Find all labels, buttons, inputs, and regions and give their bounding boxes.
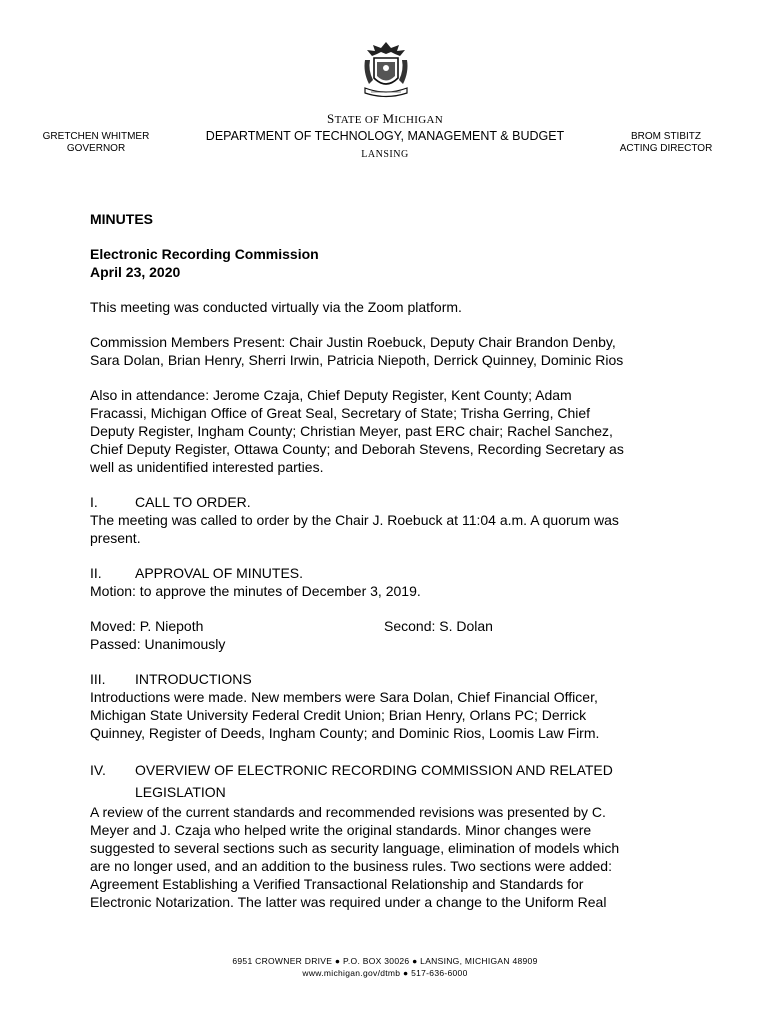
- section-overview: [90, 759, 690, 911]
- meeting-intro: This meeting was conducted virtually via the Zoom platform.: [90, 299, 462, 315]
- section-line: Meyer and J. Czaja who helped write the original standards. Minor changes were: [90, 822, 592, 838]
- governor-name: GRETCHEN WHITMER: [42, 131, 150, 142]
- commission-name: Electronic Recording Commission: [90, 246, 319, 262]
- section-line: A review of the current standards and recommended revisions was presented by C.: [90, 804, 606, 820]
- governor-block: [30, 131, 162, 155]
- footer-contact: www.michigan.gov/dtmb ● 517-636-6000: [302, 968, 468, 978]
- section-line: Michigan State University Federal Credit Union; Brian Henry, Orlans PC; Derrick: [90, 707, 587, 723]
- governor-title: GOVERNOR: [66, 143, 126, 154]
- section-number: I.: [90, 494, 98, 510]
- section-line: suggested to several sections such as security language, elimination of models which: [90, 840, 620, 856]
- attendance-paragraph: [90, 386, 690, 476]
- section-heading: [90, 670, 690, 688]
- attendance-line: well as unidentified interested parties.: [90, 459, 324, 475]
- page-footer: [0, 955, 770, 979]
- section-number: III.: [90, 671, 106, 687]
- footer-address: 6951 CROWNER DRIVE ● P.O. BOX 30026 ● LANSING, MICHIGAN 48909: [232, 956, 538, 966]
- section-line: Agreement Establishing a Verified Transactional Relationship and Standards for: [90, 876, 584, 892]
- section-approval-of-minutes: [90, 564, 690, 653]
- members-paragraph: [90, 333, 690, 369]
- city-name: LANSING: [361, 149, 409, 160]
- director-block: [604, 131, 728, 155]
- moved-by: Moved: P. Niepoth: [90, 618, 204, 634]
- minutes-body: [90, 210, 690, 911]
- motion-line: Motion: to approve the minutes of December 3, 2019.: [90, 583, 421, 599]
- attendance-line: Chief Deputy Register, Ottawa County; and Deborah Stevens, Recording Secretary as: [90, 441, 624, 457]
- section-line: Introductions were made. New members were Sara Dolan, Chief Financial Officer,: [90, 689, 598, 705]
- section-number: IV.: [90, 762, 106, 778]
- director-name: BROM STIBITZ: [631, 131, 701, 142]
- attendance-line: Deputy Register, Ingham County; Christian Meyer, past ERC chair; Rachel Sanchez,: [90, 423, 613, 439]
- state-of-michigan-heading: STATE OF MICHIGAN: [327, 111, 443, 126]
- section-heading: [90, 759, 690, 803]
- section-title-line: LEGISLATION: [135, 784, 226, 800]
- document-heading: MINUTES: [90, 211, 153, 227]
- attendance-line: Fracassi, Michigan Office of Great Seal, Secretary of State; Trisha Gerring, Chief: [90, 405, 591, 421]
- section-title: INTRODUCTIONS: [135, 671, 252, 687]
- seconded-by: Second: S. Dolan: [384, 618, 493, 634]
- attendance-line: Also in attendance: Jerome Czaja, Chief Deputy Register, Kent County; Adam: [90, 387, 572, 403]
- director-title: ACTING DIRECTOR: [619, 143, 713, 154]
- section-line: The meeting was called to order by the Chair J. Roebuck at 11:04 a.m. A quorum was: [90, 512, 619, 528]
- section-number: II.: [90, 565, 102, 581]
- section-title: APPROVAL OF MINUTES.: [135, 565, 304, 581]
- section-title: [135, 759, 613, 803]
- meeting-date: April 23, 2020: [90, 264, 181, 280]
- members-line: Commission Members Present: Chair Justin Roebuck, Deputy Chair Brandon Denby,: [90, 334, 616, 350]
- section-line: present.: [90, 530, 141, 546]
- section-heading: [90, 564, 690, 582]
- section-line: Quinney, Register of Deeds, Ingham County; and Dominic Rios, Loomis Law Firm.: [90, 725, 600, 741]
- michigan-state-seal-icon: [359, 40, 413, 98]
- section-call-to-order: [90, 493, 690, 547]
- section-title-line: OVERVIEW OF ELECTRONIC RECORDING COMMISSION AND RELATED: [135, 762, 613, 778]
- vote-row: [90, 617, 690, 635]
- section-line: are no longer used, and an addition to the business rules. Two sections were added:: [90, 858, 612, 874]
- section-line: Electronic Notarization. The latter was required under a change to the Uniform Real: [90, 894, 607, 910]
- vote-result: Passed: Unanimously: [90, 636, 226, 652]
- members-line: Sara Dolan, Brian Henry, Sherri Irwin, Patricia Niepoth, Derrick Quinney, Dominic Rios: [90, 352, 624, 368]
- department-name: DEPARTMENT OF TECHNOLOGY, MANAGEMENT & BUDGET: [205, 129, 565, 143]
- section-heading: [90, 493, 690, 511]
- section-title: CALL TO ORDER.: [135, 494, 251, 510]
- section-introductions: [90, 670, 690, 742]
